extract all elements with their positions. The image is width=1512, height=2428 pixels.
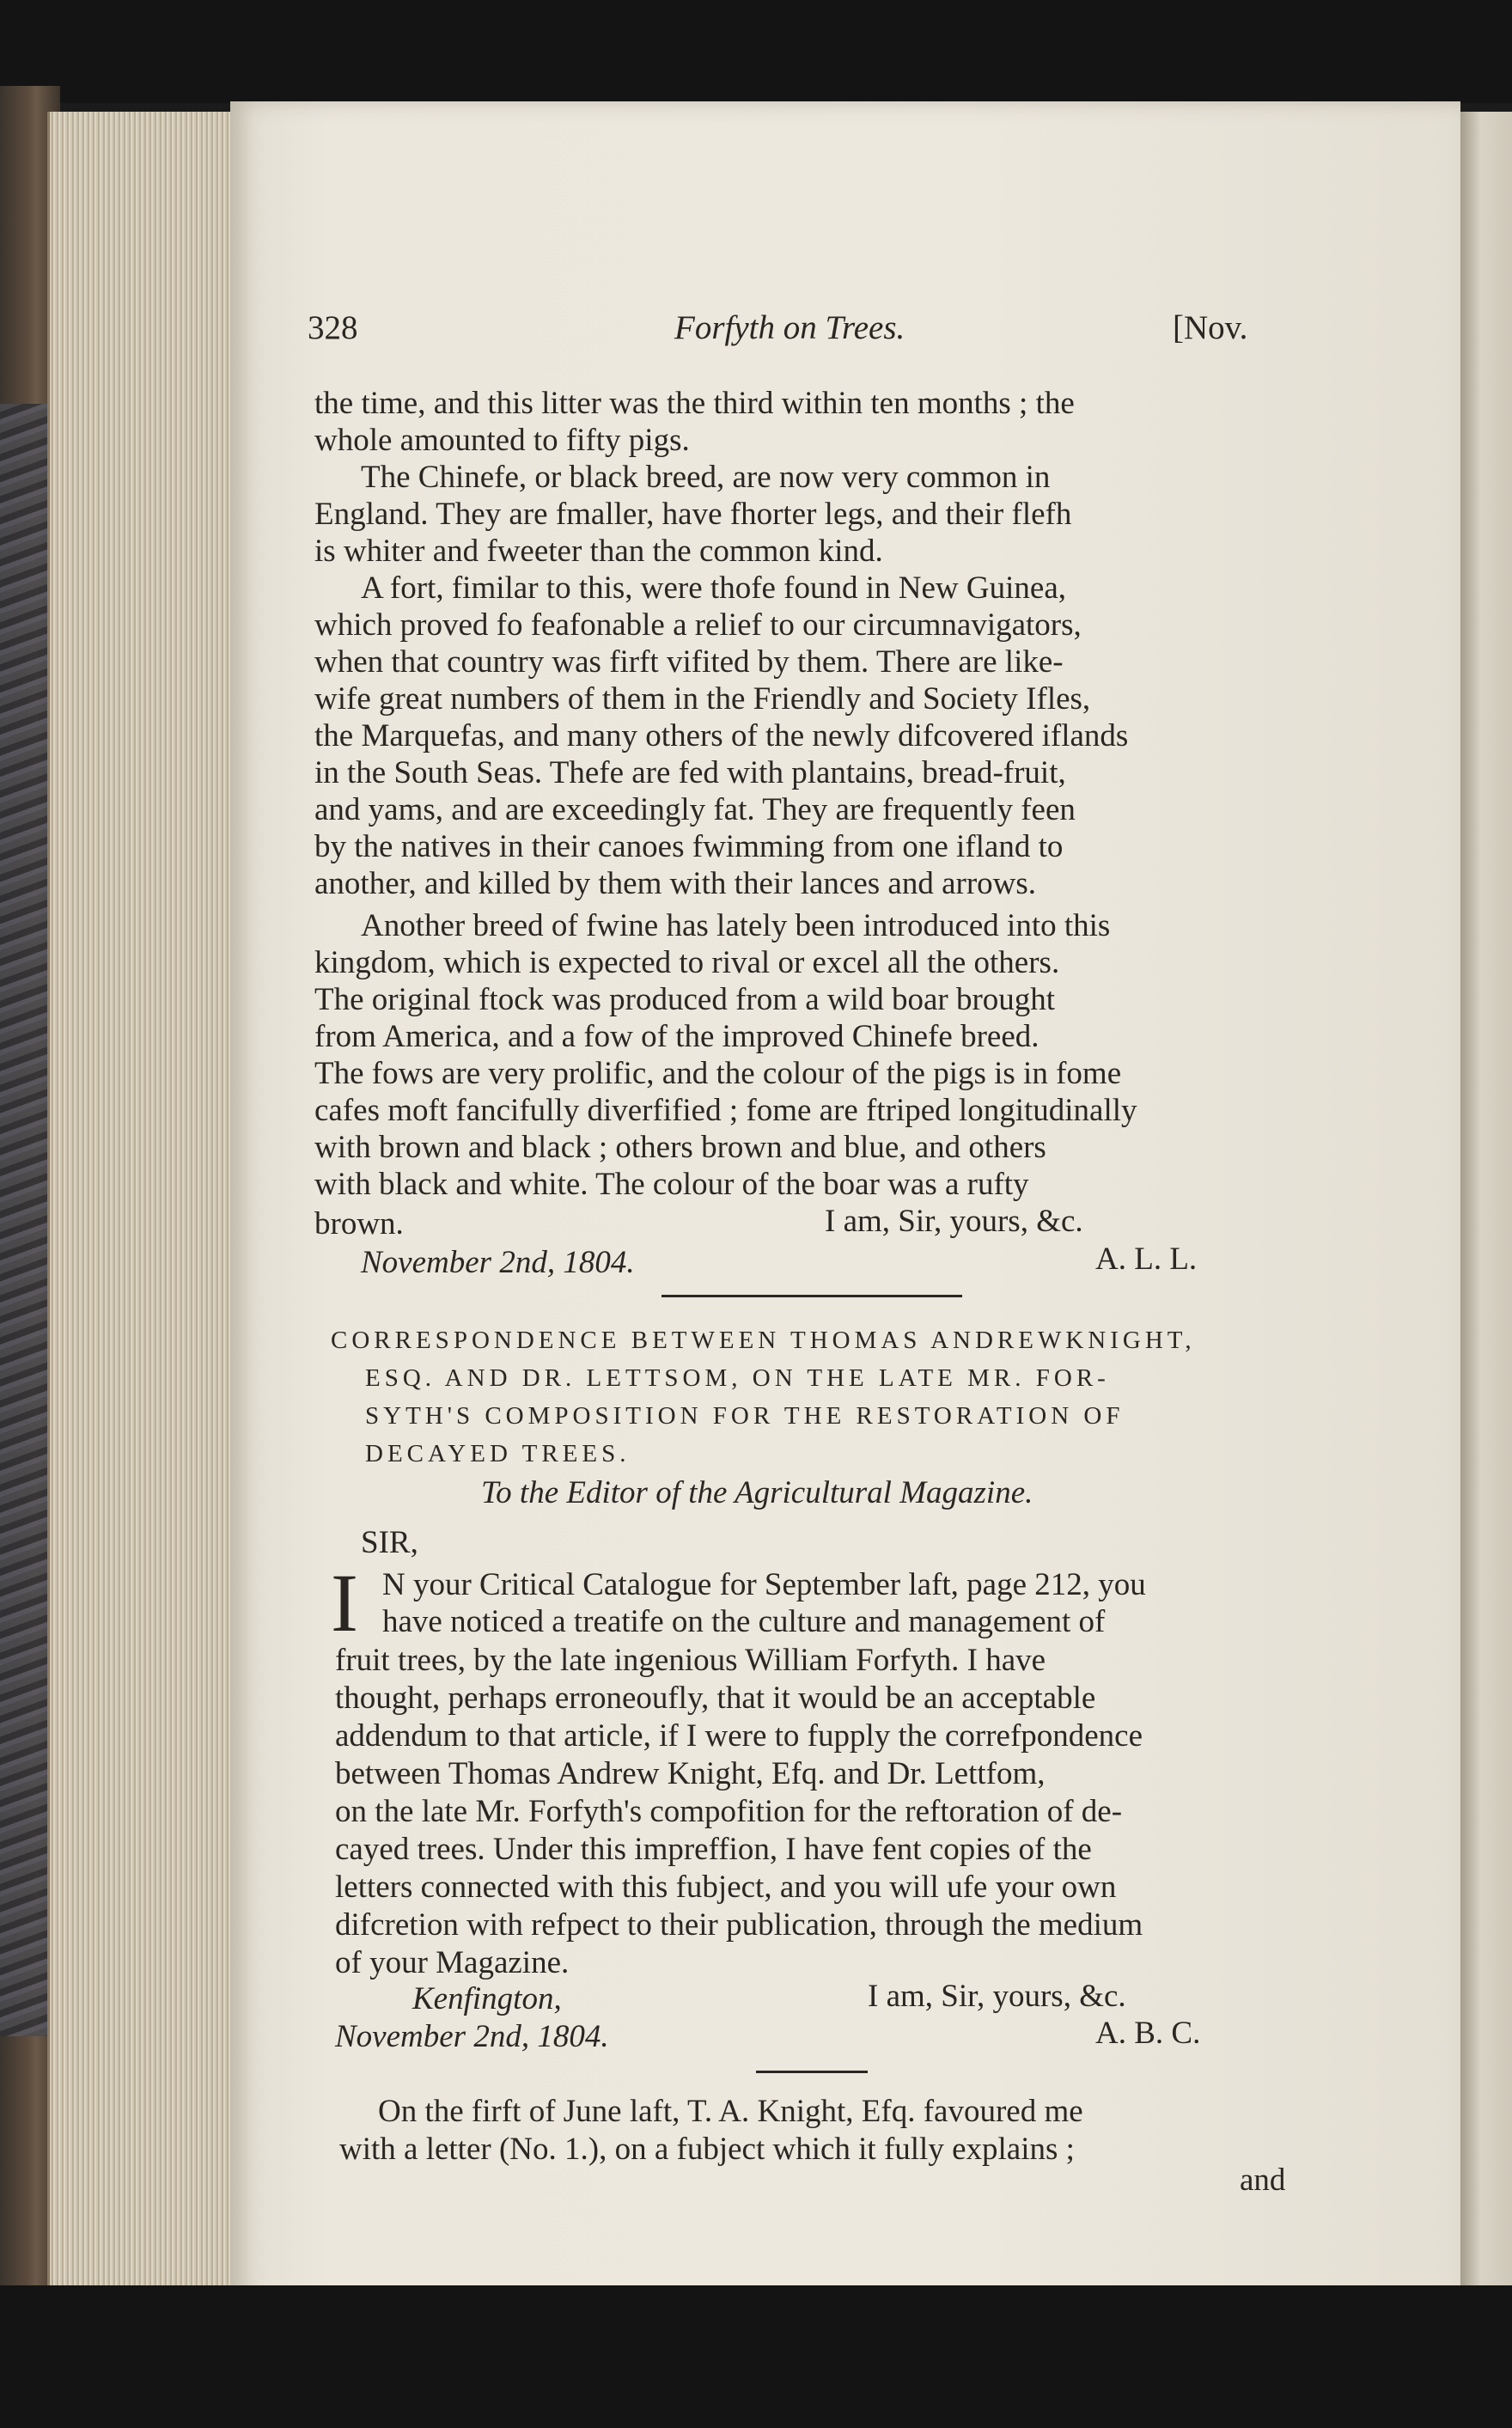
letter-line: difcretion with refpect to their publication, through the medium — [335, 1907, 1143, 1943]
running-title: Forfyth on Trees. — [674, 309, 905, 346]
running-month: [Nov. — [1173, 309, 1248, 346]
section-heading-line: SYTH'S COMPOSITION FOR THE RESTORATION OF — [365, 1402, 1125, 1430]
body-line: the time, and this litter was the third within ten months ; the — [314, 386, 1075, 421]
body-line: The fows are very prolific, and the colour of the pigs is in fome — [314, 1056, 1122, 1091]
body-line: another, and killed by them with their lances and arrows. — [314, 866, 1037, 901]
section-heading-line: CORRESPONDENCE BETWEEN THOMAS ANDREWKNIGHT, — [331, 1327, 1196, 1354]
body-line: whole amounted to fifty pigs. — [314, 423, 690, 458]
body-line: when that country was firft vifited by them. There are like- — [314, 644, 1064, 680]
closing-salutation: I am, Sir, yours, &c. — [825, 1204, 1083, 1239]
body-line: from America, and a fow of the improved Chinefe breed. — [314, 1019, 1040, 1054]
closing-salutation: I am, Sir, yours, &c. — [868, 1979, 1126, 2014]
letter-line: N your Critical Catalogue for September laft, page 212, you — [382, 1567, 1146, 1602]
letter-date: November 2nd, 1804. — [361, 1245, 635, 1280]
letter-date: November 2nd, 1804. — [335, 2019, 609, 2054]
body-line: brown. — [314, 1206, 404, 1241]
body-line: by the natives in their canoes fwimming from one ifland to — [314, 829, 1064, 864]
body-line: is whiter and fweeter than the common kind. — [314, 534, 883, 569]
catchword: and — [1240, 2163, 1286, 2198]
page-edges — [47, 112, 239, 2294]
background-top — [0, 0, 1512, 103]
body-line: A fort, fimilar to this, were thofe found in New Guinea, — [361, 570, 1066, 606]
body-line: in the South Seas. Thefe are fed with plantains, bread-fruit, — [314, 755, 1066, 790]
body-line: with a letter (No. 1.), on a fubject which it fully explains ; — [339, 2132, 1075, 2167]
body-line: which proved fo feafonable a relief to our circumnavigators, — [314, 607, 1082, 643]
body-line: Another breed of fwine has lately been introduced into this — [361, 908, 1111, 943]
letter-line: letters connected with this fubject, and you will ufe your own — [335, 1870, 1117, 1905]
body-line: with brown and black ; others brown and blue, and others — [314, 1130, 1046, 1165]
section-rule — [662, 1295, 962, 1297]
body-line: with black and white. The colour of the boar was a rufty — [314, 1167, 1029, 1202]
body-line: The Chinefe, or black breed, are now very common in — [361, 460, 1051, 495]
letter-line: fruit trees, by the late ingenious William Forfyth. I have — [335, 1643, 1046, 1678]
section-heading-line: ESQ. AND DR. LETTSOM, ON THE LATE MR. FOR- — [365, 1364, 1110, 1392]
body-line: On the firft of June laft, T. A. Knight, Efq. favoured me — [378, 2094, 1083, 2129]
body-line: The original ftock was produced from a wild boar brought — [314, 982, 1056, 1017]
drop-cap: I — [331, 1557, 358, 1649]
background-bottom — [0, 2285, 1512, 2428]
section-heading-line: DECAYED TREES. — [365, 1440, 631, 1467]
letter-line: of your Magazine. — [335, 1945, 570, 1980]
body-line: England. They are fmaller, have fhorter legs, and their flefh — [314, 497, 1072, 532]
salutation-sir: SIR, — [361, 1525, 418, 1560]
divider-rule — [756, 2071, 868, 2073]
body-line: the Marquefas, and many others of the newly difcovered iflands — [314, 718, 1129, 753]
addressee: To the Editor of the Agricultural Magazine. — [481, 1475, 1033, 1510]
letter-line: cayed trees. Under this impreffion, I have fent copies of the — [335, 1832, 1092, 1867]
page-number: 328 — [308, 309, 358, 346]
letter-line: have noticed a treatife on the culture and management of — [382, 1604, 1106, 1639]
letter-signature: A. L. L. — [1095, 1241, 1198, 1277]
letter-place: Kenfington, — [412, 1981, 562, 2016]
marbled-cover — [0, 404, 52, 2036]
body-line: cafes moft fancifully diverfified ; fome are ftriped longitudinally — [314, 1093, 1137, 1128]
letter-line: on the late Mr. Forfyth's compofition for the reftoration of de- — [335, 1794, 1123, 1829]
facing-page-edge — [1460, 112, 1512, 2294]
letter-line: addendum to that article, if I were to fupply the correfpondence — [335, 1718, 1143, 1754]
letter-line: thought, perhaps erroneoufly, that it would be an acceptable — [335, 1681, 1096, 1716]
body-line: wife great numbers of them in the Friendly and Society Ifles, — [314, 681, 1091, 717]
body-line: kingdom, which is expected to rival or excel all the others. — [314, 945, 1060, 980]
body-line: and yams, and are exceedingly fat. They are frequently feen — [314, 792, 1076, 827]
letter-signature: A. B. C. — [1095, 2016, 1201, 2051]
letter-line: between Thomas Andrew Knight, Efq. and Dr. Lettfom, — [335, 1756, 1046, 1791]
